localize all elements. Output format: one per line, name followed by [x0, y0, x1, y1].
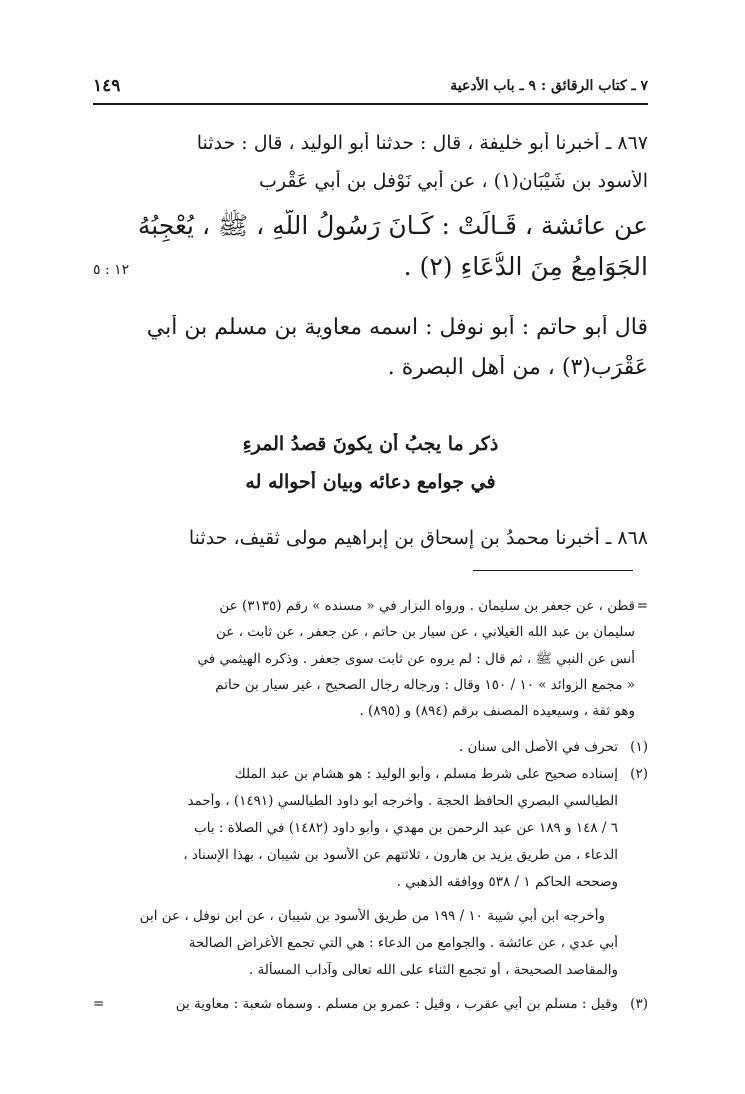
cross-reference: ١٢ : ٥ [93, 262, 130, 278]
footnote-3-number: (٣) [630, 996, 648, 1012]
footnote-2-line: الدعاء ، من طريق يزيد بن هارون ، ثلاثتهم عن الأسود بن شيبان ، بهذا الإسناد ، [183, 847, 618, 863]
footnote-2-line: الطيالسي البصري الحافظ الحجة . وأخرجه أبو داود الطيالسي (١٤٩١) ، وأحمد [187, 793, 618, 809]
footnote-2-number: (٢) [630, 766, 648, 782]
footnote-continuation-line: وهو ثقة ، وسيعيده المصنف برقم (٨٩٤) و (٨٩٥) . [359, 703, 635, 719]
header-rule [93, 103, 648, 105]
footnote-2-line: وصححه الحاكم ١ / ٥٣٨ ووافقه الذهبي . [396, 874, 618, 890]
hadith-867-line-1: ٨٦٧ ـ أخبرنا أبو خليفة ، قال : حدثنا أبو الوليد ، قال : حدثنا [196, 132, 648, 154]
footnote-continuation-line: « مجمع الزوائد » ١٠ / ١٥٠ وقال : ورجاله رجال الصحيح ، غير سيار بن حاتم [215, 677, 635, 693]
comment-line-2: عَقْرَب(٣) ، من أهل البصرة . [387, 355, 648, 380]
footnote-2-line: إسناده صحيح على شرط مسلم ، وأبو الوليد : هو هشام بن عبد الملك [234, 766, 618, 782]
comment-line-1: قال أبو حاتم : أبو نوفل : اسمه معاوية بن مسلم بن أبي [146, 315, 648, 340]
chapter-heading-line-1: ذكر ما يجبُ أن يكونَ قصدُ المرءِ [242, 433, 499, 455]
hadith-867-text-line-1: عن عائشة ، قَـالَتْ : كَـانَ رَسُولُ اللَّهِ ، ﷺ ، يُعْجِبُهُ [137, 211, 648, 240]
hadith-867-text-line-2: الجَوَامِعُ مِنَ الدُّعَاءِ (٢) . [403, 252, 648, 281]
hadith-867-line-2: الأسود بن شَيْبَان(١) ، عن أبي نَوْفل بن أبي عَقْرب [259, 170, 648, 192]
page-number: ١٤٩ [93, 76, 121, 96]
footnote-1-text: تحرف في الأصل الى سنان . [458, 739, 618, 755]
footnote-2-line: والمقاصد الصحيحة ، أو تجمع الثناء على الله تعالى وآداب المسألة . [248, 962, 618, 978]
footnote-continuation-line: قطن ، عن جعفر بن سليمان . ورواه البزار في « مسنده » رقم (٣١٣٥) عن [219, 598, 635, 614]
footnote-separator [473, 570, 633, 571]
footnote-continuation-line: سليمان بن عبد الله الغيلاني ، عن سيار بن حاتم ، عن جعفر ، عن ثابت ، عن [215, 624, 635, 640]
footnote-2-line: أبي عدي ، عن عائشة . والجوامع من الدعاء : هي التي تجمع الأغراض الصالحة [188, 935, 618, 951]
hadith-868-line-1: ٨٦٨ ـ أخبرنا محمدُ بن إسحاق بن إبراهيم مولى ثقيف، حدثنا [188, 527, 648, 549]
footnote-continuation-marker: = [636, 598, 648, 614]
footnote-2-line: ٦ / ١٤٨ و ١٨٩ عن عبد الرحمن بن مهدي ، وأبو داود (١٤٨٢) في الصلاة : باب [194, 820, 618, 836]
footnote-3-continuation-marker: = [93, 996, 105, 1012]
chapter-heading-line-2: في جوامع دعائه وبيان أحواله له [245, 471, 496, 493]
footnote-continuation-line: أنس عن النبي ﷺ ، ثم قال : لم يروه عن ثابت سوى جعفر . وذكره الهيثمي في [197, 651, 635, 667]
running-header-title: ٧ ـ كتاب الرقائق : ٩ ـ باب الأدعية [450, 78, 648, 94]
footnote-2-line: وأخرجه ابن أبي شيبة ١٠ / ١٩٩ من طريق الأسود بن شيبان ، عن ابن نوفل ، عن ابن [139, 908, 605, 924]
footnote-1-number: (١) [630, 739, 648, 755]
footnote-3-text: وقيل : مسلم بن أبي عقرب ، وقيل : عمرو بن مسلم . وسماه شعبة : معاوية بن [175, 996, 618, 1012]
